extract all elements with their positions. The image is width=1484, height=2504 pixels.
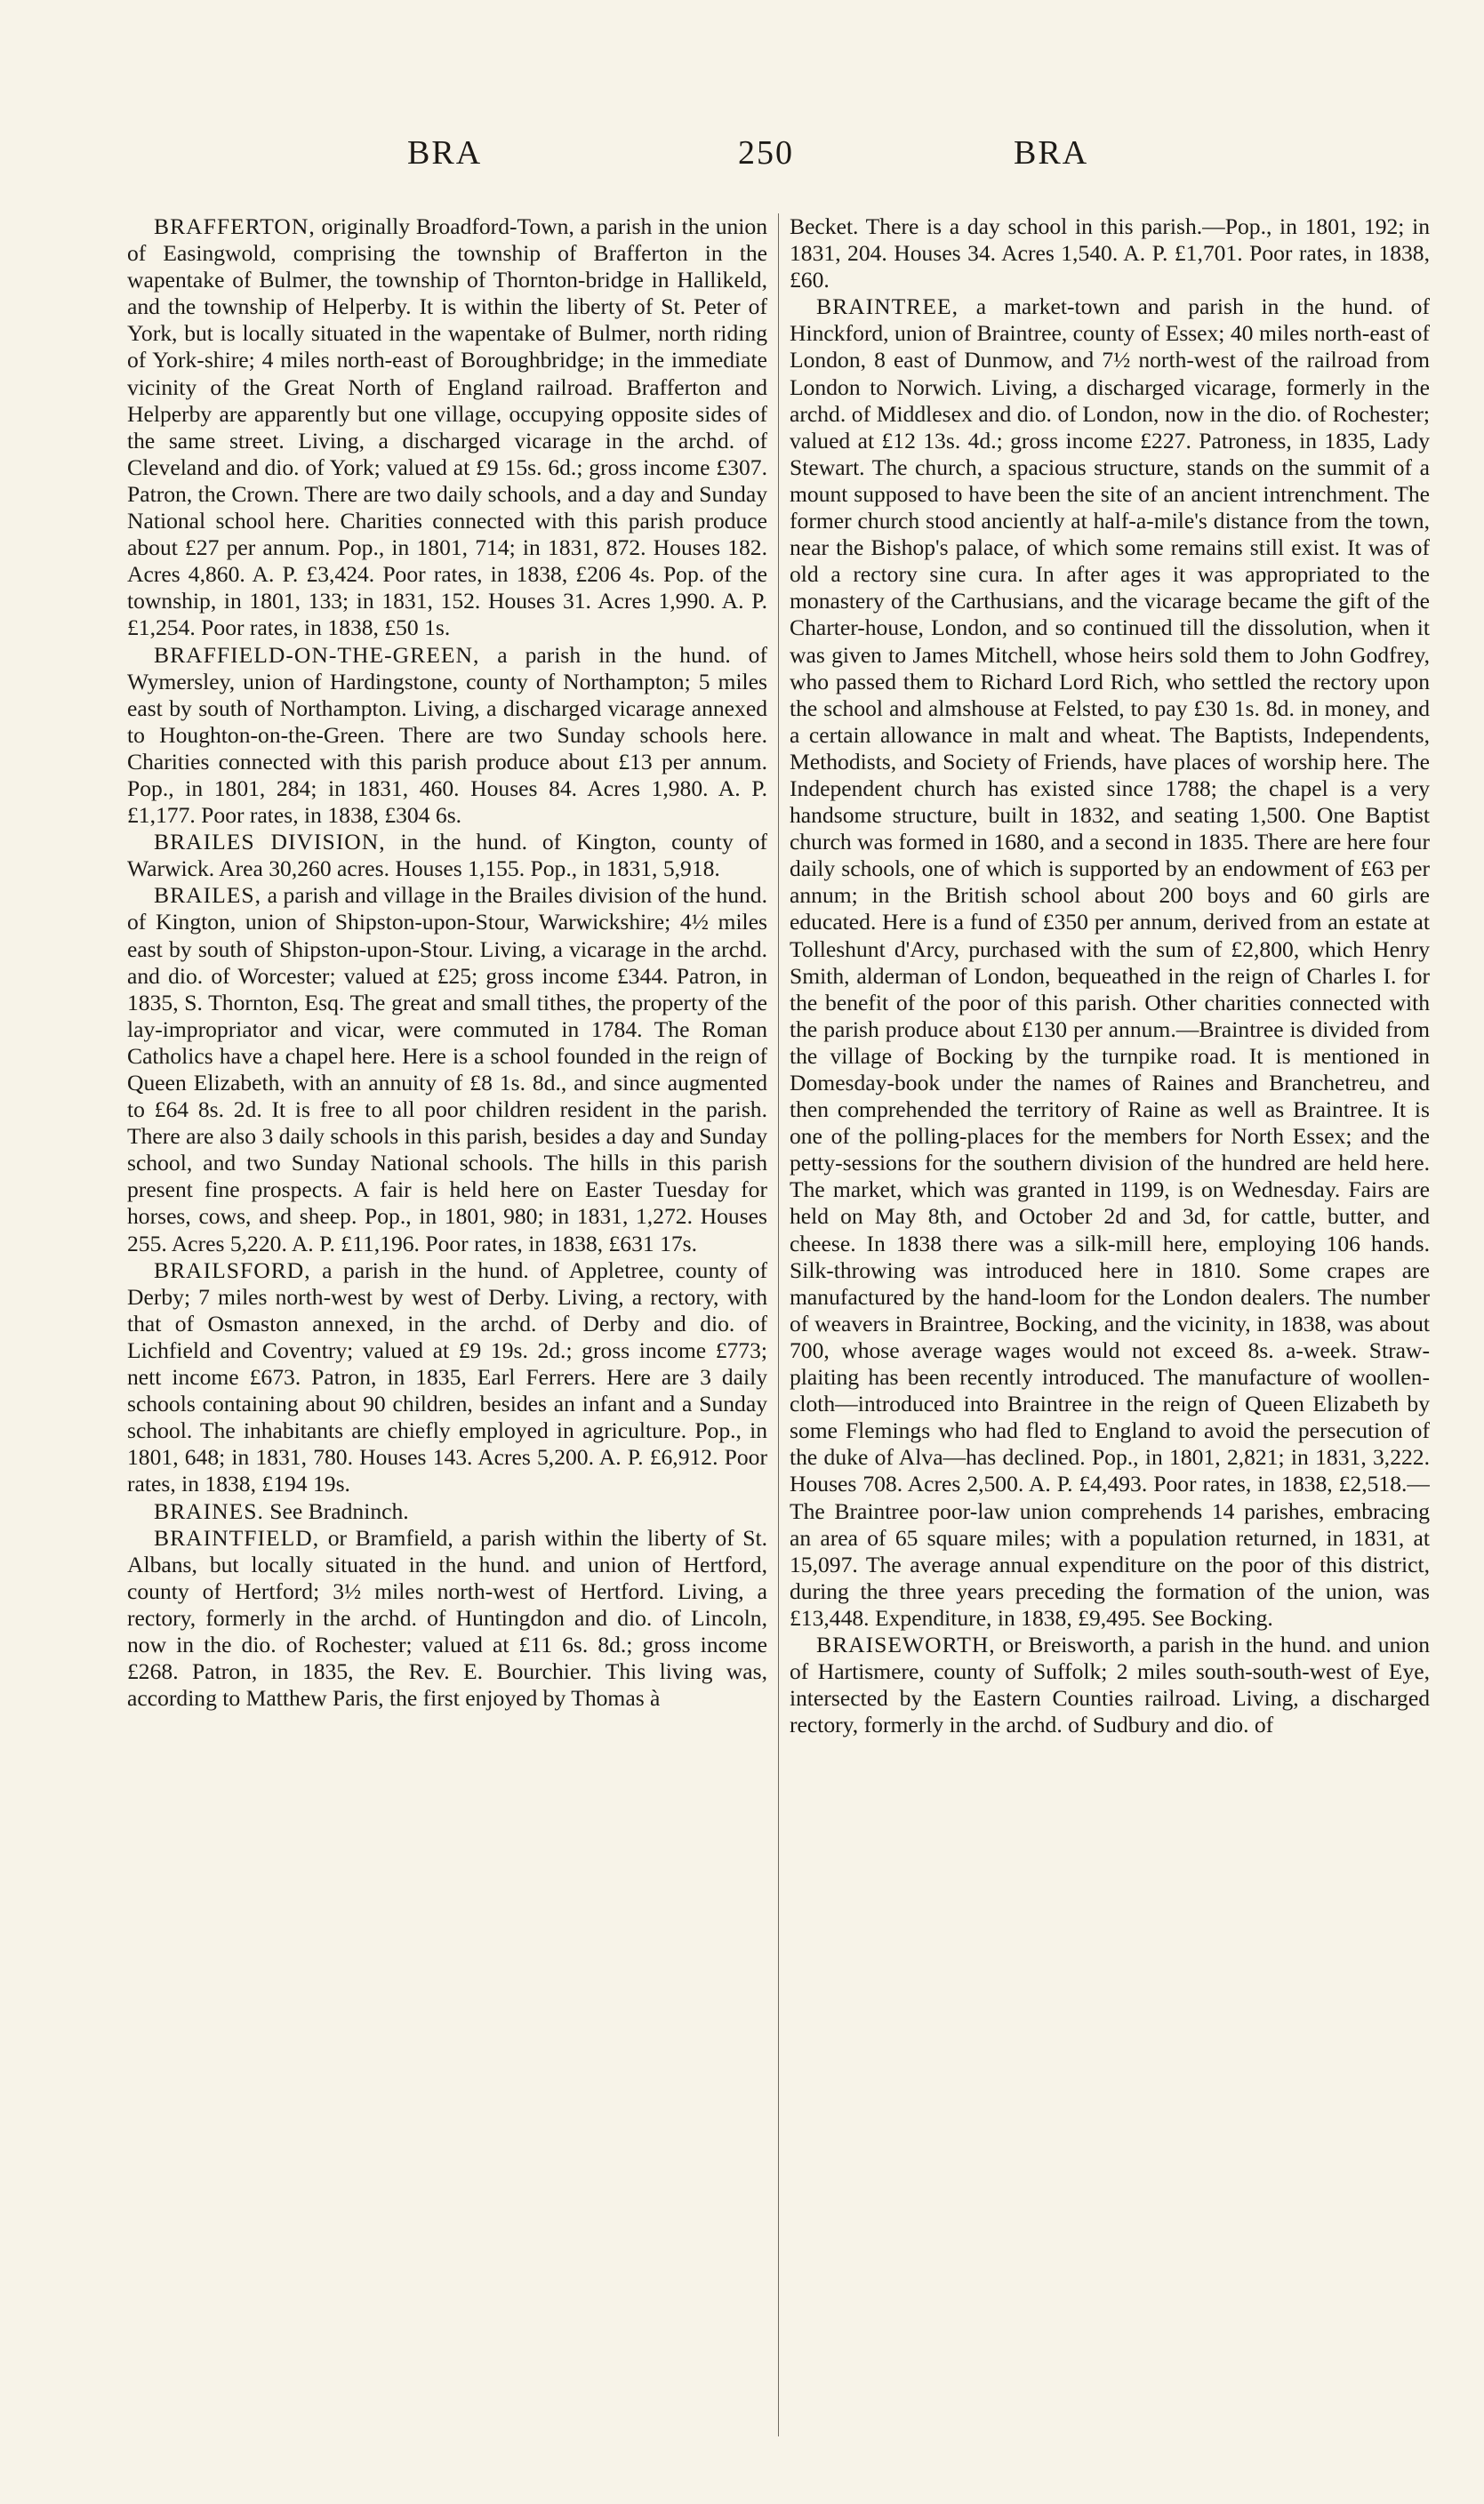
left-column — [127, 213, 767, 2472]
entry-text: or Bramfield, a parish within the liberty of St. Albans, but locally situated in the hund. and union of Hertford, county of Hertford; 3½ miles north-west of Hertford. Living, a rectory, formerly in the archd. of Huntingdon and dio. of Lincoln, now in the dio. of Rochester; valued at £11 6s. 8d.; gross income £268. Patron, in 1835, the Rev. E. Bourchier. This living was, according to Matthew Paris, the first enjoyed by Thomas à — [127, 1524, 767, 1712]
header-left-word: BRA — [407, 134, 483, 172]
entry-brailsford — [127, 1257, 767, 1498]
entry-headword: BRAFFERTON, — [154, 213, 316, 239]
entry-headword: BRAISEWORTH, — [816, 1631, 996, 1657]
entry-text: Becket. There is a day school in this parish.—Pop., in 1801, 192; in 1831, 204. Houses 34. Acres 1,540. A. P. £1,701. Poor rates, in 1838, £60. — [790, 213, 1430, 293]
entry-brailes — [127, 882, 767, 1256]
entry-text: originally Broadford-Town, a parish in the union of Easingwold, comprising the township of Brafferton in the wapentake of Bulmer, the township of Thornton-bridge in Hallikeld, and the township of Helperby. It is within the liberty of St. Peter of York, but is locally situated in the wapentake of Bulmer, north riding of York-shire; 4 miles north-east of Boroughbridge; in the immediate vicinity of the Great North of England railroad. Brafferton and Helperby are apparently but one village, occupying opposite sides of the same street. Living, a discharged vicarage in the archd. of Cleveland and dio. of York; valued at £9 15s. 6d.; gross income £307. Patron, the Crown. There are two daily schools, and a day and Sunday National school here. Charities connected with this parish produce about £27 per annum. Pop., in 1801, 714; in 1831, 872. Houses 182. Acres 4,860. A. P. £3,424. Poor rates, in 1838, £206 4s. Pop. of the township, in 1801, 133; in 1831, 152. Houses 31. Acres 1,990. A. P. £1,254. Poor rates, in 1838, £50 1s. — [127, 213, 767, 641]
entry-text: a market-town and parish in the hund. of Hinckford, union of Braintree, county of Essex; 40 miles north-east of London, 8 east of Dunmow, and 7½ north-west of the railroad from London to Norwich. Living, a discharged vicarage, formerly in the archd. of Middlesex and dio. of London, now in the dio. of Rochester; valued at £12 13s. 4d.; gross income £227. Patroness, in 1835, Lady Stewart. The church, a spacious structure, stands on the summit of a mount supposed to have been the site of an ancient intrenchment. The former church stood anciently at half-a-mile's distance from the town, near the Bishop's palace, of which some remains still exist. It was of old a rectory sine cura. In after ages it was appropriated to the monastery of the Carthusians, and the vicarage became the gift of the Charter-house, London, and so continued till the dissolution, when it was given to James Mitchell, whose heirs sold them to John Godfrey, who passed them to Richard Lord Rich, who settled the rectory upon the school and almshouse at Felsted, to pay £30 1s. 8d. in money, and a certain allowance in malt and wheat. The Baptists, Independents, Methodists, and Society of Friends, have places of worship here. The Independent church has existed since 1788; the chapel is a very handsome structure, built in 1832, and seating 1,500. One Baptist church was formed in 1680, and a second in 1835. There are here four daily schools, one of which is supported by an endowment of £63 per annum; in the British school about 200 boys and 60 girls are educated. Here is a fund of £350 per annum, derived from an estate at Tolleshunt d'Arcy, purchased with the sum of £2,800, which Henry Smith, alderman of London, bequeathed in the reign of Charles I. for the benefit of the poor of this parish. Other charities connected with the parish produce about £130 per annum.—Braintree is divided from the village of Bocking by the turnpike road. It is mentioned in Domesday-book under the names of Raines and Branchetreu, and then comprehended the territory of Raine as well as Braintree. It is one of the polling-places for the members for North Essex; and the petty-sessions for the southern division of the hundred are held here. The market, which was granted in 1199, is on Wednesday. Fairs are held on May 8th, and October 2d and 3d, for cattle, butter, and cheese. In 1838 there was a silk-mill here, employing 106 hands. Silk-throwing was introduced here in 1810. Some crapes are manufactured by the hand-loom for the London dealers. The number of weavers in Braintree, Bocking, and the vicinity, in 1838, was about 700, whose average wages would not exceed 8s. a-week. Straw-plaiting has been recently introduced. The manufacture of woollen-cloth—introduced into Braintree in the reign of Queen Elizabeth by some Flemings who had fled to England to avoid the persecution of the duke of Alva—has declined. Pop., in 1801, 2,821; in 1831, 3,222. Houses 708. Acres 2,500. A. P. £4,493. Poor rates, in 1838, £2,518.—The Braintree poor-law union comprehends 14 parishes, embracing an area of 65 square miles; with a population returned, in 1831, at 15,097. The average annual expenditure on the poor of this district, during the three years preceding the formation of the union, was £13,448. Expenditure, in 1838, £9,495. See Bocking. — [790, 293, 1430, 1631]
entry-text: a parish and village in the Brailes division of the hund. of Kington, union of Shipston-upon-Stour, Warwickshire; 4½ miles east by south of Shipston-upon-Stour. Living, a vicarage in the archd. and dio. of Worcester; valued at £25; gross income £344. Patron, in 1835, S. Thornton, Esq. The great and small tithes, the property of the lay-impropriator and vicar, were commuted in 1784. The Roman Catholics have a chapel here. Here is a school founded in the reign of Queen Elizabeth, with an annuity of £8 1s. 8d., and since augmented to £64 8s. 2d. It is free to all poor children resident in the parish. There are also 3 daily schools in this parish, besides a day and Sunday school, and two Sunday National schools. The hills in this parish present fine prospects. A fair is held here on Easter Tuesday for horses, cows, and sheep. Pop., in 1801, 980; in 1831, 1,272. Houses 255. Acres 5,220. A. P. £11,196. Poor rates, in 1838, £631 17s. — [127, 882, 767, 1256]
column-divider — [778, 213, 779, 2436]
entry-text: a parish in the hund. of Wymersley, union of Hardingstone, county of Northampton; 5 miles east by south of Northampton. Living, a discharged vicarage annexed to Houghton-on-the-Green. There are two Sunday schools here. Charities connected with this parish produce about £13 per annum. Pop., in 1801, 284; in 1831, 460. Houses 84. Acres 1,980. A. P. £1,177. Poor rates, in 1838, £304 6s. — [127, 641, 767, 829]
entry-text: a parish in the hund. of Appletree, county of Derby; 7 miles north-west by west of Derby. Living, a rectory, with that of Osmaston annexed, in the archd. of Derby and dio. of Lichfield and Coventry; valued at £9 19s. 2d.; gross income £773; nett income £673. Patron, in 1835, Earl Ferrers. Here are 3 daily schools containing about 90 children, besides an infant and a Sunday school. The inhabitants are chiefly employed in agriculture. Pop., in 1801, 648; in 1831, 780. Houses 143. Acres 5,200. A. P. £6,912. Poor rates, in 1838, £194 19s. — [127, 1256, 767, 1497]
entry-headword: BRAILES, — [154, 882, 262, 909]
entry-text: See Bradninch. — [263, 1497, 409, 1524]
entry-braintfield — [127, 1525, 767, 1713]
entry-braintfield-continued — [790, 213, 1430, 293]
entry-text: in the hund. of Kington, county of Warwick. Area 30,260 acres. Houses 1,155. Pop., in 1831, 5,918. — [127, 829, 767, 882]
entry-braintree — [790, 293, 1430, 1632]
running-header — [0, 133, 1484, 187]
entry-brafferton — [127, 213, 767, 642]
entry-braines — [127, 1498, 767, 1525]
entry-headword: BRAINTFIELD, — [154, 1524, 320, 1551]
entry-headword: BRAFFIELD-ON-THE-GREEN, — [154, 641, 480, 668]
page-number: 250 — [738, 134, 794, 172]
entry-text: or Breisworth, a parish in the hund. and union of Hartismere, county of Suffolk; 2 miles south-south-west of Eye, intersected by the Eastern Counties railroad. Living, a discharged rectory, formerly in the archd. of Sudbury and dio. of — [790, 1631, 1430, 1738]
entry-headword: BRAILES DIVISION, — [154, 829, 386, 855]
entry-brailes-division — [127, 829, 767, 882]
entry-braiseworth — [790, 1632, 1430, 1738]
entry-headword: BRAILSFORD, — [154, 1256, 311, 1283]
right-column — [790, 213, 1430, 2472]
header-right-word: BRA — [1014, 134, 1089, 172]
entry-headword: BRAINES. — [154, 1497, 264, 1524]
entry-braffield — [127, 642, 767, 830]
entry-headword: BRAINTREE, — [816, 293, 959, 320]
